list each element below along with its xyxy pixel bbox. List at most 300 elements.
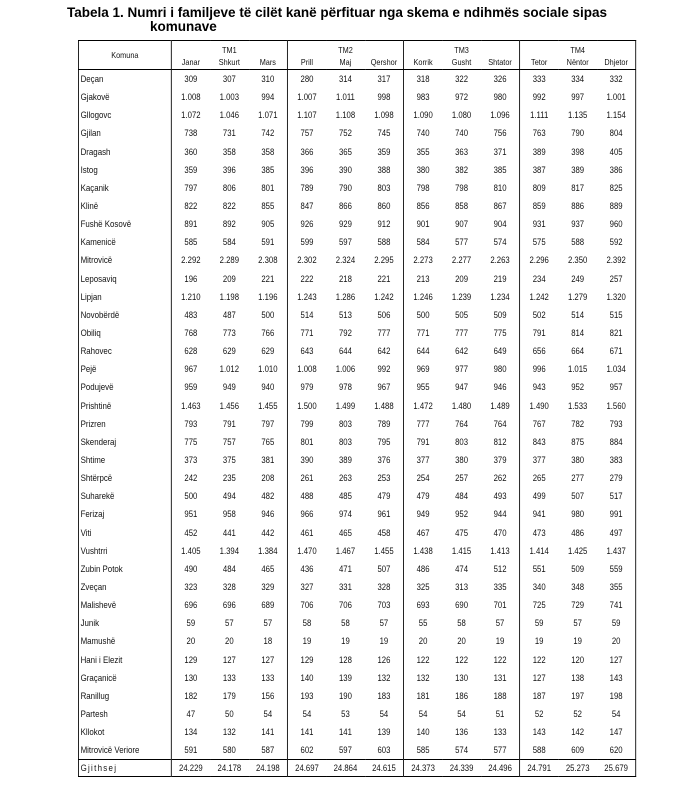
komuna-name: Lipjan	[78, 288, 171, 306]
value-cell: 866	[338, 201, 352, 212]
value-cell: 143	[609, 672, 623, 683]
table-row	[78, 741, 635, 760]
header-quarter: TM3	[404, 41, 520, 56]
table-row	[78, 324, 635, 342]
value-cell: 1.463	[181, 400, 201, 411]
value-cell: 19	[573, 636, 582, 647]
value-cell: 249	[571, 273, 585, 284]
value-cell: 219	[481, 270, 520, 288]
value-cell: 901	[416, 219, 430, 230]
table-row	[78, 687, 635, 705]
value-cell: 940	[249, 378, 288, 396]
value-cell: 693	[416, 600, 430, 611]
value-cell: 992	[532, 92, 546, 103]
value-cell: 803	[338, 436, 352, 447]
value-cell: 132	[222, 727, 236, 738]
value-cell: 574	[455, 745, 469, 756]
komuna-name: Rahovec	[78, 342, 171, 360]
value-cell: 745	[365, 124, 404, 142]
value-cell: 366	[300, 146, 314, 157]
value-cell: 706	[300, 600, 314, 611]
value-cell: 458	[365, 524, 404, 542]
value-cell: 57	[573, 618, 582, 629]
value-cell: 485	[338, 491, 352, 502]
value-cell: 856	[416, 201, 430, 212]
komuna-name: Fushë Kosovë	[78, 215, 171, 233]
komuna-name: Ranillug	[78, 687, 171, 705]
value-cell: 436	[300, 563, 314, 574]
value-cell: 804	[609, 128, 623, 139]
value-cell: 790	[571, 128, 585, 139]
value-cell: 597	[338, 745, 352, 756]
value-cell: 490	[184, 563, 198, 574]
header-month: Maj	[326, 55, 365, 70]
value-cell: 452	[184, 527, 198, 538]
table-row	[78, 360, 635, 378]
value-cell: 946	[249, 505, 288, 523]
value-cell: 441	[222, 527, 236, 538]
value-cell: 183	[365, 687, 404, 705]
value-cell: 765	[249, 433, 288, 451]
value-cell: 389	[571, 164, 585, 175]
value-cell: 740	[416, 128, 430, 139]
value-cell: 127	[249, 651, 288, 669]
value-cell: 138	[571, 672, 585, 683]
value-cell: 855	[249, 197, 288, 215]
value-cell: 377	[416, 455, 430, 466]
value-cell: 955	[416, 382, 430, 393]
value-cell: 1.242	[365, 288, 404, 306]
value-cell: 892	[222, 219, 236, 230]
value-cell: 363	[455, 146, 469, 157]
value-cell: 1.320	[606, 291, 626, 302]
value-cell: 793	[609, 418, 623, 429]
value-cell: 208	[249, 469, 288, 487]
value-cell: 814	[571, 328, 585, 339]
value-cell: 386	[609, 164, 623, 175]
value-cell: 130	[184, 672, 198, 683]
value-cell: 588	[571, 237, 585, 248]
value-cell: 792	[338, 328, 352, 339]
value-cell: 1.046	[219, 110, 240, 121]
value-cell: 771	[416, 328, 430, 339]
value-cell: 53	[341, 708, 350, 719]
table-row	[78, 251, 635, 269]
komuna-name: Malishevë	[78, 596, 171, 614]
value-cell: 966	[300, 509, 314, 520]
table-row	[78, 469, 635, 487]
value-cell: 333	[532, 74, 546, 85]
komuna-name: Mitrovicë Veriore	[78, 741, 171, 760]
value-cell: 1.234	[481, 288, 520, 306]
value-cell: 19	[341, 636, 350, 647]
total-cell: 24.697	[287, 760, 326, 777]
value-cell: 58	[341, 618, 350, 629]
value-cell: 488	[300, 491, 314, 502]
value-cell: 2.308	[249, 251, 288, 269]
value-cell: 644	[338, 346, 352, 357]
value-cell: 500	[416, 309, 430, 320]
value-cell: 977	[455, 364, 469, 375]
value-cell: 905	[249, 215, 288, 233]
value-cell: 891	[184, 219, 198, 230]
value-cell: 506	[365, 306, 404, 324]
value-cell: 994	[249, 88, 288, 106]
value-cell: 551	[532, 563, 546, 574]
value-cell: 355	[416, 146, 430, 157]
value-cell: 54	[249, 705, 288, 723]
value-cell: 943	[532, 382, 546, 393]
value-cell: 58	[302, 618, 312, 629]
value-cell: 54	[611, 708, 621, 719]
table-row	[78, 524, 635, 542]
value-cell: 643	[300, 346, 314, 357]
value-cell: 497	[609, 527, 623, 538]
value-cell: 20	[611, 636, 621, 647]
komuna-name: Dragash	[78, 143, 171, 161]
total-cell: 24.339	[442, 760, 481, 777]
value-cell: 58	[457, 618, 466, 629]
value-cell: 2.324	[335, 255, 356, 266]
value-cell: 182	[184, 690, 198, 701]
value-cell: 379	[481, 451, 520, 469]
value-cell: 801	[300, 436, 314, 447]
value-cell: 592	[609, 237, 623, 248]
komuna-name: Kamenicë	[78, 233, 171, 251]
value-cell: 790	[338, 182, 352, 193]
table-row	[78, 179, 635, 197]
value-cell: 620	[609, 745, 623, 756]
value-cell: 54	[302, 708, 312, 719]
value-cell: 133	[222, 672, 236, 683]
value-cell: 134	[184, 727, 198, 738]
value-cell: 1.098	[365, 106, 404, 124]
value-cell: 334	[571, 74, 585, 85]
header-month: Prill	[287, 55, 326, 70]
value-cell: 47	[186, 708, 196, 719]
value-cell: 767	[532, 418, 546, 429]
value-cell: 218	[338, 273, 352, 284]
value-cell: 57	[225, 618, 234, 629]
value-cell: 59	[534, 618, 544, 629]
value-cell: 388	[365, 161, 404, 179]
value-cell: 377	[532, 455, 546, 466]
value-cell: 775	[481, 324, 520, 342]
value-cell: 479	[365, 487, 404, 505]
value-cell: 629	[249, 342, 288, 360]
value-cell: 181	[416, 690, 430, 701]
value-cell: 139	[338, 672, 352, 683]
komuna-name: Ferizaj	[78, 505, 171, 523]
value-cell: 1.008	[181, 92, 201, 103]
value-cell: 127	[609, 654, 623, 665]
value-cell: 380	[416, 164, 430, 175]
value-cell: 1.111	[530, 110, 549, 121]
value-cell: 809	[532, 182, 546, 193]
value-cell: 196	[184, 273, 198, 284]
table-container	[78, 40, 635, 777]
value-cell: 487	[222, 309, 236, 320]
value-cell: 20	[418, 636, 428, 647]
value-cell: 277	[571, 473, 585, 484]
value-cell: 803	[338, 418, 352, 429]
value-cell: 51	[481, 705, 520, 723]
value-cell: 209	[455, 273, 469, 284]
value-cell: 500	[249, 306, 288, 324]
value-cell: 1.210	[181, 291, 201, 302]
value-cell: 122	[532, 654, 546, 665]
value-cell: 322	[455, 74, 469, 85]
value-cell: 1.080	[451, 110, 472, 121]
value-cell: 1.405	[181, 545, 201, 556]
value-cell: 383	[609, 455, 623, 466]
value-cell: 777	[455, 328, 469, 339]
value-cell: 858	[455, 201, 469, 212]
value-cell: 186	[455, 690, 469, 701]
value-cell: 706	[338, 600, 352, 611]
value-cell: 387	[532, 164, 546, 175]
value-cell: 329	[249, 578, 288, 596]
table-row	[78, 161, 635, 179]
value-cell: 907	[455, 219, 469, 230]
value-cell: 375	[222, 455, 236, 466]
value-cell: 2.289	[219, 255, 240, 266]
value-cell: 741	[609, 600, 623, 611]
value-cell: 1.490	[529, 400, 549, 411]
value-cell: 1.135	[567, 110, 588, 121]
value-cell: 19	[481, 632, 520, 650]
value-cell: 740	[455, 128, 469, 139]
value-cell: 474	[455, 563, 469, 574]
value-cell: 696	[184, 600, 198, 611]
value-cell: 140	[300, 672, 314, 683]
header-month: Korrik	[404, 55, 443, 70]
value-cell: 671	[609, 346, 623, 357]
value-cell: 198	[609, 690, 623, 701]
value-cell: 803	[365, 179, 404, 197]
komuna-name: Viti	[78, 524, 171, 542]
value-cell: 789	[300, 182, 314, 193]
table-title-line1: Tabela 1. Numri i familjeve të cilët kanë përfituar nga skema e ndihmës sociale sipas	[67, 5, 607, 20]
value-cell: 725	[532, 600, 546, 611]
value-cell: 1.413	[481, 542, 520, 560]
value-cell: 461	[300, 527, 314, 538]
value-cell: 358	[222, 146, 236, 157]
value-cell: 703	[365, 596, 404, 614]
value-cell: 221	[249, 270, 288, 288]
value-cell: 1.008	[297, 364, 317, 375]
value-cell: 967	[184, 364, 198, 375]
value-cell: 396	[300, 164, 314, 175]
value-cell: 791	[532, 328, 546, 339]
komuna-name: Prishtinë	[78, 397, 171, 415]
value-cell: 810	[481, 179, 520, 197]
komuna-name: Vushtrri	[78, 542, 171, 560]
value-cell: 133	[481, 723, 520, 741]
value-cell: 257	[609, 273, 623, 284]
value-cell: 644	[416, 346, 430, 357]
value-cell: 1.243	[297, 291, 317, 302]
value-cell: 188	[481, 687, 520, 705]
value-cell: 514	[571, 309, 585, 320]
table-row	[78, 487, 635, 505]
value-cell: 952	[571, 382, 585, 393]
value-cell: 254	[416, 473, 430, 484]
value-cell: 465	[249, 560, 288, 578]
value-cell: 1.286	[335, 291, 356, 302]
value-cell: 326	[481, 70, 520, 89]
value-cell: 2.302	[297, 255, 317, 266]
value-cell: 317	[365, 70, 404, 89]
value-cell: 1.007	[297, 92, 317, 103]
value-cell: 664	[571, 346, 585, 357]
value-cell: 1.072	[181, 110, 201, 121]
value-cell: 929	[338, 219, 352, 230]
table-row	[78, 560, 635, 578]
value-cell: 798	[416, 182, 430, 193]
value-cell: 978	[338, 382, 352, 393]
header-month: Shtator	[481, 55, 520, 70]
value-cell: 512	[481, 560, 520, 578]
value-cell: 1.488	[365, 397, 404, 415]
header-quarter: TM4	[570, 45, 585, 55]
value-cell: 799	[300, 418, 314, 429]
value-cell: 20	[186, 636, 196, 647]
value-cell: 2.350	[567, 255, 588, 266]
value-cell: 332	[609, 74, 623, 85]
value-cell: 766	[249, 324, 288, 342]
komuna-name: Kllokot	[78, 723, 171, 741]
value-cell: 689	[249, 596, 288, 614]
value-cell: 2.273	[413, 255, 433, 266]
value-cell: 983	[416, 92, 430, 103]
komuna-name: Graçanicë	[78, 669, 171, 687]
value-cell: 235	[222, 473, 236, 484]
value-cell: 129	[184, 654, 198, 665]
value-cell: 585	[184, 237, 198, 248]
value-cell: 127	[222, 654, 236, 665]
value-cell: 120	[571, 654, 585, 665]
komuna-name: Hani i Elezit	[78, 651, 171, 669]
value-cell: 136	[455, 727, 469, 738]
total-cell: 24.791	[520, 760, 559, 777]
value-cell: 471	[338, 563, 352, 574]
value-cell: 1.010	[249, 360, 288, 378]
value-cell: 798	[455, 182, 469, 193]
value-cell: 777	[416, 418, 430, 429]
table-row	[78, 614, 635, 632]
value-cell: 128	[338, 654, 352, 665]
value-cell: 359	[365, 143, 404, 161]
value-cell: 486	[571, 527, 585, 538]
value-cell: 2.392	[606, 255, 626, 266]
value-cell: 949	[416, 509, 430, 520]
value-cell: 389	[532, 146, 546, 157]
value-cell: 335	[481, 578, 520, 596]
value-cell: 768	[184, 328, 198, 339]
komuna-name: Gjakovë	[78, 88, 171, 106]
value-cell: 886	[571, 201, 585, 212]
value-cell: 140	[416, 727, 430, 738]
value-cell: 585	[416, 745, 430, 756]
value-cell: 328	[365, 578, 404, 596]
value-cell: 580	[222, 745, 236, 756]
value-cell: 442	[249, 524, 288, 542]
value-cell: 390	[338, 164, 352, 175]
value-cell: 795	[365, 433, 404, 451]
value-cell: 494	[222, 491, 236, 502]
value-cell: 385	[481, 161, 520, 179]
value-cell: 1.108	[335, 110, 356, 121]
value-cell: 1.438	[413, 545, 433, 556]
value-cell: 365	[338, 146, 352, 157]
value-cell: 261	[300, 473, 314, 484]
value-cell: 946	[481, 378, 520, 396]
value-cell: 307	[222, 74, 236, 85]
value-cell: 843	[532, 436, 546, 447]
value-cell: 1.196	[249, 288, 288, 306]
value-cell: 318	[416, 74, 430, 85]
value-cell: 584	[222, 237, 236, 248]
value-cell: 331	[338, 582, 352, 592]
value-cell: 359	[184, 164, 198, 175]
value-cell: 591	[249, 233, 288, 251]
value-cell: 947	[455, 382, 469, 393]
value-cell: 517	[609, 491, 623, 502]
value-cell: 1.001	[606, 92, 626, 103]
value-cell: 133	[249, 669, 288, 687]
value-cell: 505	[455, 309, 469, 320]
value-cell: 156	[249, 687, 288, 705]
value-cell: 499	[532, 491, 546, 502]
value-cell: 1.003	[219, 92, 240, 103]
value-cell: 791	[222, 418, 236, 429]
value-cell: 380	[455, 455, 469, 466]
value-cell: 473	[532, 527, 546, 538]
value-cell: 493	[481, 487, 520, 505]
value-cell: 280	[300, 74, 314, 85]
komuna-name: Gjilan	[78, 124, 171, 142]
komuna-name: Skenderaj	[78, 433, 171, 451]
value-cell: 701	[481, 596, 520, 614]
value-cell: 575	[532, 237, 546, 248]
value-cell: 952	[455, 509, 469, 520]
value-cell: 465	[338, 527, 352, 538]
value-cell: 642	[365, 342, 404, 360]
table-row	[78, 669, 635, 687]
value-cell: 147	[609, 727, 623, 738]
value-cell: 859	[532, 201, 546, 212]
value-cell: 141	[338, 727, 352, 738]
value-cell: 486	[416, 563, 430, 574]
value-cell: 1.414	[529, 545, 549, 556]
value-cell: 20	[225, 636, 234, 647]
value-cell: 609	[571, 745, 585, 756]
value-cell: 742	[249, 124, 288, 142]
value-cell: 1.107	[297, 110, 317, 121]
total-cell: 24.178	[210, 760, 249, 777]
value-cell: 1.533	[567, 400, 588, 411]
value-cell: 327	[300, 582, 314, 592]
value-cell: 398	[571, 146, 585, 157]
value-cell: 974	[338, 509, 352, 520]
value-cell: 122	[416, 654, 430, 665]
value-cell: 1.242	[529, 291, 549, 302]
value-cell: 803	[455, 436, 469, 447]
value-cell: 328	[222, 582, 236, 592]
total-cell: 25.679	[597, 760, 636, 777]
value-cell: 1.198	[219, 291, 240, 302]
